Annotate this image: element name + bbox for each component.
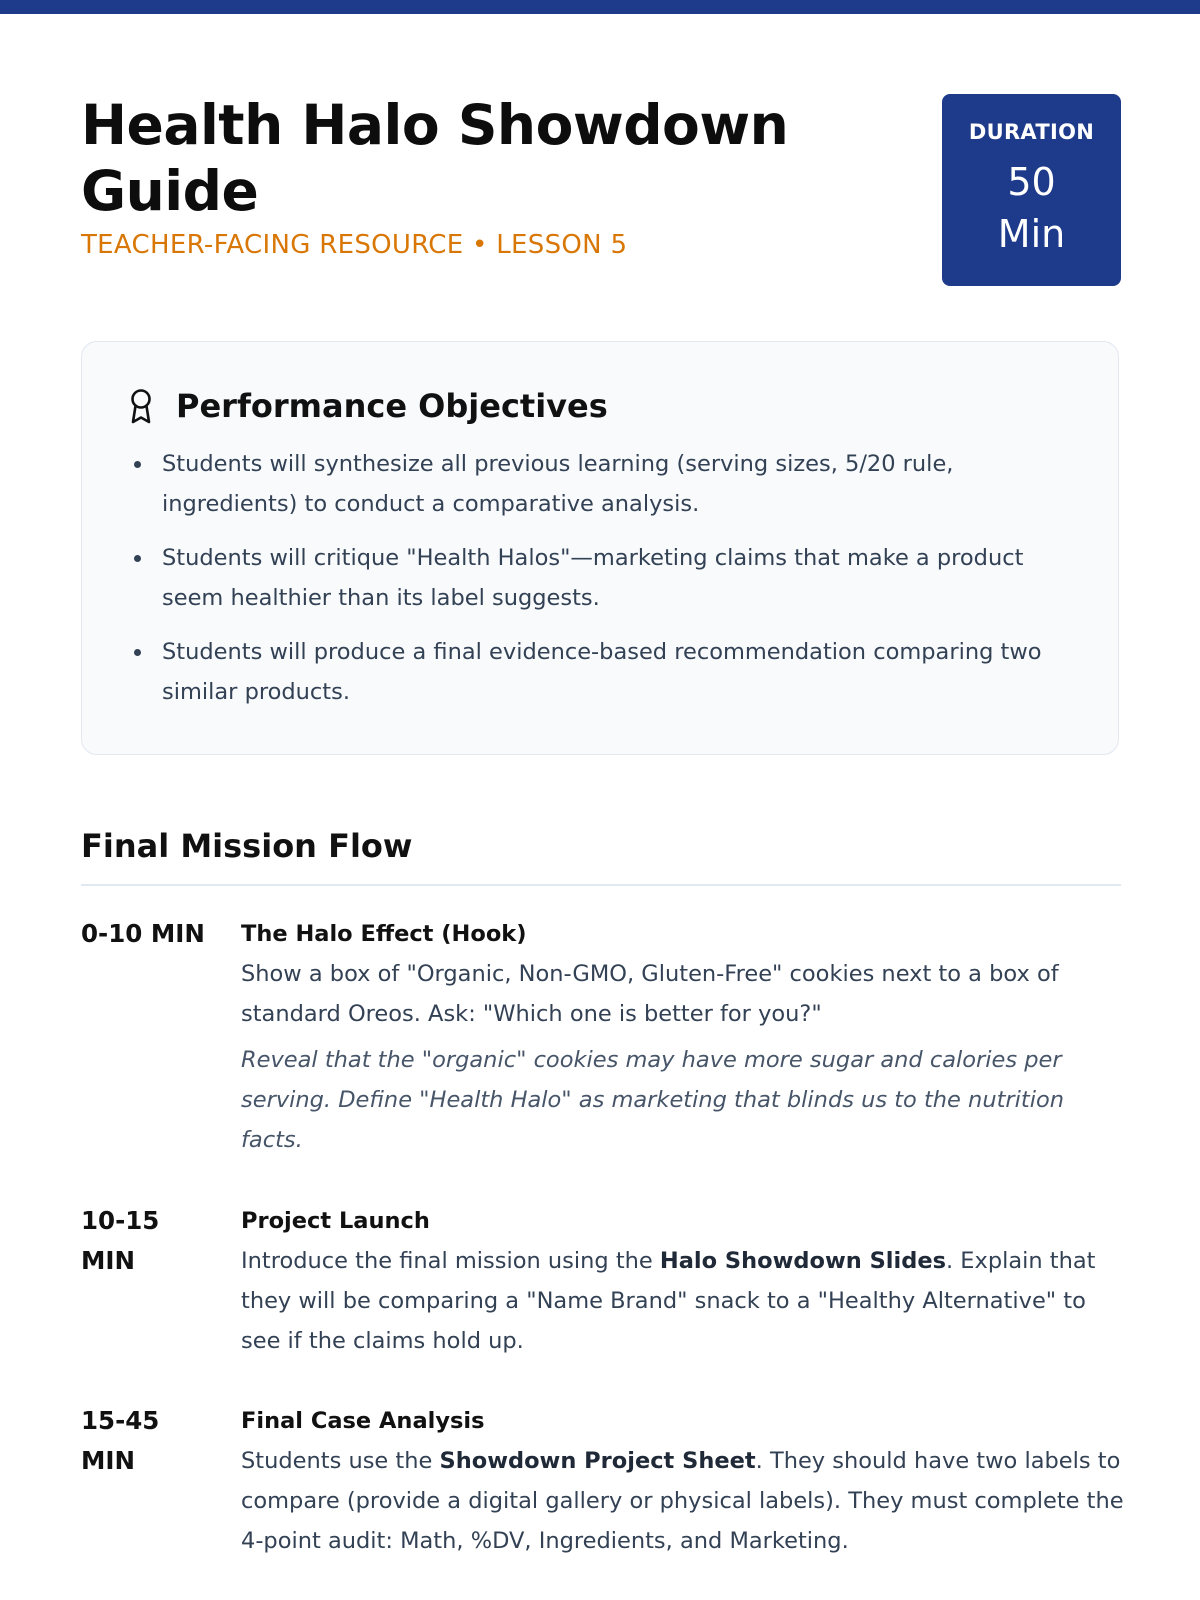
step-content [241,914,1126,1160]
objectives-card [81,341,1119,755]
step-time: 15-45 MIN [81,1406,160,1475]
list-item [162,632,1082,712]
list-item [162,538,1082,618]
step-body [241,1241,1126,1361]
step-title: Project Launch [241,1208,430,1234]
duration-badge [942,94,1121,286]
objectives-title: Performance Objectives [176,387,608,425]
top-accent-bar [0,0,1200,14]
step-note: Reveal that the "organic" cookies may have more sugar and calories per serving. Define "Health Halo" as marketing that blinds us to the nutrition facts. [241,1047,1064,1153]
list-item [162,444,1082,524]
step-body-text: Introduce the final mission using the [241,1248,660,1274]
objective-text: Students will critique "Health Halos"—marketing claims that make a product seem healthier than its label suggests. [162,545,1024,611]
objective-text: Students will synthesize all previous learning (serving sizes, 5/20 rule, ingredients) to conduct a comparative analysis. [162,451,954,517]
objectives-list [162,444,1082,726]
bullet-icon [134,649,141,656]
step-title: Final Case Analysis [241,1408,485,1434]
duration-unit: Min [997,212,1066,256]
step-body-text: . Explain that they will be comparing a "Name Brand" snack to a "Healthy Alternative" to see if the claims hold up. [241,1248,1096,1354]
page-header [81,92,1121,292]
step-title: The Halo Effect (Hook) [241,921,527,947]
step-body: Show a box of "Organic, Non-GMO, Gluten-Free" cookies next to a box of standard Oreos. Ask: "Which one is better for you?" [241,961,1059,1027]
bullet-icon [134,555,141,562]
step-content [241,1401,1126,1561]
resource-name: Showdown Project Sheet [439,1448,756,1474]
duration-label: DURATION [968,120,1095,144]
objective-text: Students will produce a final evidence-based recommendation comparing two similar products. [162,639,1042,705]
step-time: 0-10 MIN [81,919,205,948]
step-body-text: . They should have two labels to compare (provide a digital gallery or physical labels). They must complete the 4-point audit: Math, %DV, Ingredients, and Marketing. [241,1448,1124,1554]
step-body [241,1441,1126,1561]
step-content [241,1201,1126,1361]
award-ribbon-icon [128,388,154,426]
step-body-text: Students use the [241,1448,440,1474]
flow-section-title: Final Mission Flow [81,827,413,865]
step-time: 10-15 MIN [81,1206,160,1275]
resource-name: Halo Showdown Slides [659,1248,946,1274]
bullet-icon [134,461,141,468]
section-divider [81,884,1121,886]
page-subtitle: TEACHER-FACING RESOURCE • LESSON 5 [81,230,628,260]
duration-value: 50 [1007,160,1056,204]
page-title: Health Halo Showdown Guide [81,93,789,223]
